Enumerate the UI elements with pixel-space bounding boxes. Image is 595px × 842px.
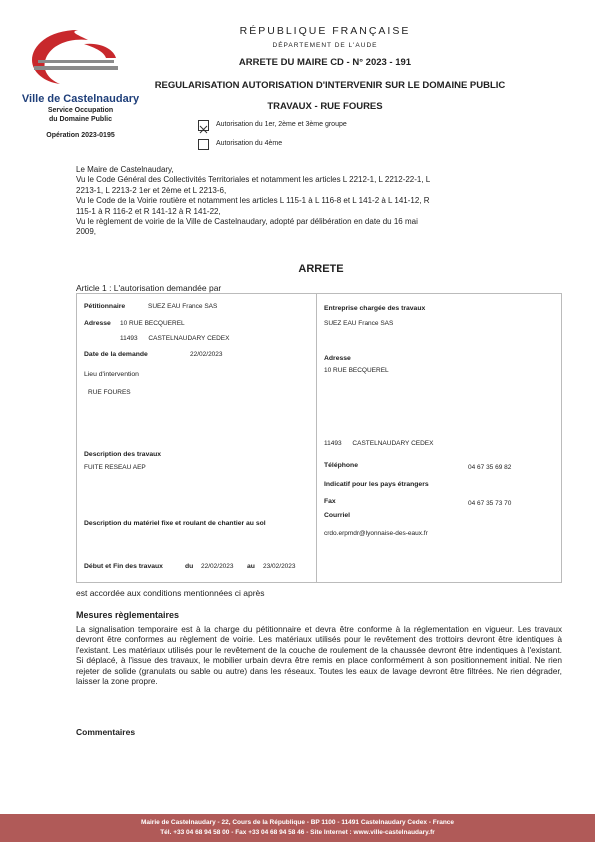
au-label: au bbox=[247, 563, 255, 570]
date-demande-label: Date de la demande bbox=[84, 351, 148, 358]
au-value: 23/02/2023 bbox=[263, 563, 296, 570]
footer-address: Mairie de Castelnaudary - 22, Cours de la République - BP 1100 - 11491 Castelnaudary Cedex - France bbox=[140, 819, 455, 826]
entreprise-adresse-value: 10 RUE BECQUEREL bbox=[324, 367, 389, 374]
lieu-value: RUE FOURES bbox=[88, 389, 131, 396]
considerant-line: Vu le règlement de voirie de la Ville de Castelnaudary, adopté par délibération en date du 16 mai bbox=[76, 217, 418, 227]
fax-value: 04 67 35 73 70 bbox=[468, 500, 512, 507]
indicatif-label: Indicatif pour les pays étrangers bbox=[324, 481, 429, 488]
service-line2: du Domaine Public bbox=[48, 115, 112, 123]
service-name bbox=[18, 107, 143, 124]
du-value: 22/02/2023 bbox=[201, 563, 234, 570]
considerant-line: 2213-1, L 2213-2 1er et 2ème et L 2213-6, bbox=[76, 185, 227, 195]
courriel-value[interactable]: crdo.erpmdr@lyonnaise-des-eaux.fr bbox=[324, 530, 428, 537]
lieu-label: Lieu d'intervention bbox=[84, 371, 139, 378]
checkbox-groupe-4[interactable] bbox=[198, 139, 209, 150]
cp-ville-value: 11493 CASTELNAUDARY CEDEX bbox=[120, 335, 230, 342]
debut-fin-label: Début et Fin des travaux bbox=[84, 563, 163, 570]
adresse-label: Adresse bbox=[84, 320, 111, 327]
regularisation-title: REGULARISATION AUTORISATION D'INTERVENIR SUR LE DOMAINE PUBLIC bbox=[154, 80, 506, 91]
materiel-label: Description du matériel fixe et roulant de chantier au sol bbox=[84, 520, 266, 527]
operation-number: Opération 2023-0195 bbox=[46, 132, 115, 139]
article-1: Article 1 : L'autorisation demandée par bbox=[76, 283, 222, 293]
fax-label: Fax bbox=[324, 498, 336, 505]
checkbox-groupe-123[interactable] bbox=[198, 120, 209, 131]
entreprise-adresse-label: Adresse bbox=[324, 355, 351, 362]
considerant-line: 2009, bbox=[76, 227, 97, 237]
du-label: du bbox=[185, 563, 194, 570]
republique-francaise: RÉPUBLIQUE FRANÇAISE bbox=[239, 25, 411, 37]
travaux-title: TRAVAUX - RUE FOURES bbox=[267, 101, 383, 112]
city-logo bbox=[18, 22, 138, 92]
entreprise-cp-ville: 11493 CASTELNAUDARY CEDEX bbox=[324, 440, 434, 447]
description-label: Description des travaux bbox=[84, 451, 162, 458]
footer bbox=[0, 814, 595, 842]
date-demande-value: 22/02/2023 bbox=[190, 351, 223, 358]
arrete-heading: ARRETE bbox=[298, 263, 344, 275]
option-label-groupe-123: Autorisation du 1er, 2ème et 3ème groupe bbox=[216, 121, 347, 128]
check-x-icon bbox=[199, 125, 208, 134]
considerant-line: Le Maire de Castelnaudary, bbox=[76, 165, 174, 174]
departement: DÉPARTEMENT DE L'AUDE bbox=[272, 42, 378, 49]
ville-name: Ville de Castelnaudary bbox=[21, 93, 140, 105]
mesures-text: La signalisation temporaire est à la charge du pétitionnaire et devra être conforme à la réglementation en vigueur. Les travaux devront être conformes au règlement de voirie. Les matériaux utilisés pour le revêtement des trottoirs devront être identiques à l'existant. Les matériaux utilisés pour le revêtement de la couche de roulement de la chaussée devront être indentiques à l'existant. Si déplacé, à l'issue des travaux, le mobilier urbain devra être remis en place conformément à son positionnement initial. Ne rien rejeter de solide (granulats ou sable ou autre) dans les réseaux. Toutes les eaux de lavage devront être filtrées. Ne rien dégrader, laisser la zone propre. bbox=[76, 624, 562, 687]
commentaires-title: Commentaires bbox=[76, 727, 136, 737]
considerants bbox=[76, 165, 566, 238]
description-value: FUITE RESEAU AEP bbox=[84, 464, 146, 471]
telephone-label: Téléphone bbox=[324, 462, 358, 469]
telephone-value: 04 67 35 69 82 bbox=[468, 464, 512, 471]
entreprise-value: SUEZ EAU France SAS bbox=[324, 320, 394, 327]
accordee-text: est accordée aux conditions mentionnées ci après bbox=[76, 588, 265, 598]
considerant-line: Vu le Code Général des Collectivités Territoriales et notamment les articles L 2212-1, L 2212-22-1, L bbox=[76, 175, 431, 185]
petitionnaire-label: Pétitionnaire bbox=[84, 303, 126, 310]
option-label-groupe-4: Autorisation du 4ème bbox=[216, 140, 283, 147]
courriel-label: Courriel bbox=[324, 512, 351, 519]
service-line1: Service Occupation bbox=[47, 107, 114, 114]
arrete-number: ARRETE DU MAIRE CD - N° 2023 - 191 bbox=[238, 57, 412, 68]
city-logo-icon bbox=[18, 22, 138, 92]
entreprise-label: Entreprise chargée des travaux bbox=[324, 305, 426, 312]
considerant-line: Vu le Code de la Voirie routière et notamment les articles L 115-1 à L 116-8 et L 141-2 à L 141-12, R bbox=[76, 196, 430, 206]
considerant-line: 115-1 à R 116-2 et R 141-12 à R 141-22, bbox=[76, 206, 221, 216]
mesures-title: Mesures règlementaires bbox=[76, 610, 180, 620]
petitionnaire-value: SUEZ EAU France SAS bbox=[148, 303, 218, 310]
footer-contact: Tél. +33 04 68 94 58 00 - Fax +33 04 68 94 58 46 - Site Internet : www.ville-castelnaudary.fr bbox=[160, 829, 435, 836]
form-divider bbox=[316, 293, 317, 583]
adresse-value: 10 RUE BECQUEREL bbox=[120, 320, 185, 327]
